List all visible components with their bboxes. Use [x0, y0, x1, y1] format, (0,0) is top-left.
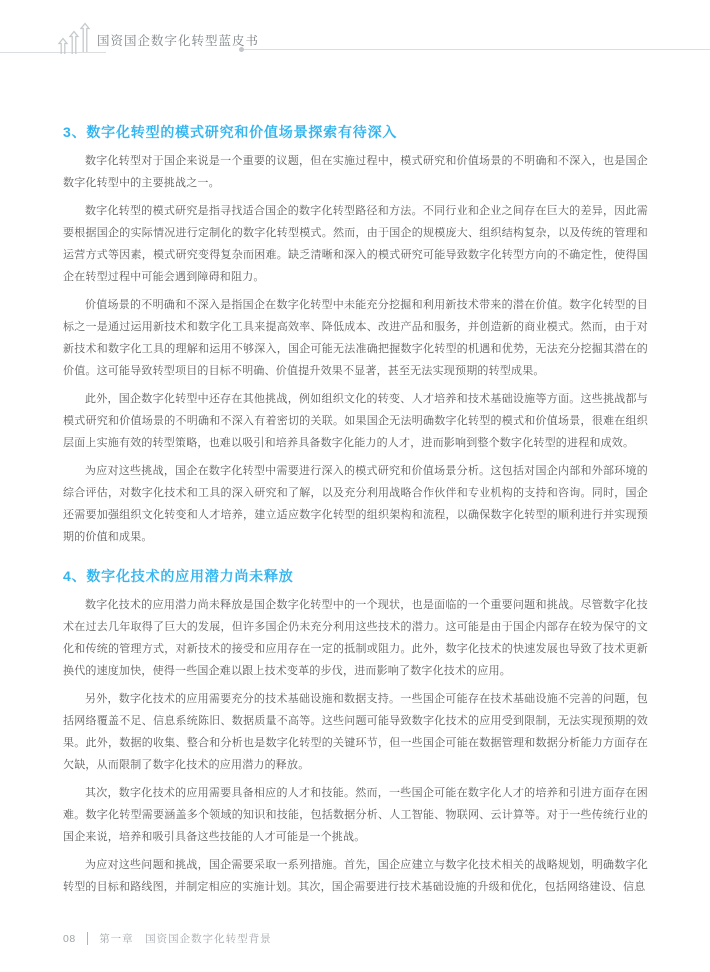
- paragraph: 数字化技术的应用潜力尚未释放是国企数字化转型中的一个现状，也是面临的一个重要问题和挑战。尽管数字化技术在过去几年取得了巨大的发展，但许多国企仍未充分利用这些技术的潜力。这可能是由于国企内部存在较为保守的文化和传统的管理方式，对新技术的接受和应用存在一定的抵制或阻力。此外，数字化技术的快速发展也导致了技术更新换代的速度加快，使得一些国企难以跟上技术变革的步伐，进而影响了数字化技术的应用。: [63, 599, 648, 677]
- page-number: 08: [63, 932, 76, 945]
- header-title: 国资国企数字化转型蓝皮书: [97, 34, 260, 48]
- paragraph: 数字化转型对于国企来说是一个重要的议题，但在实施过程中，模式研究和价值场景的不明确和不深入，也是国企数字化转型中的主要挑战之一。: [63, 155, 648, 189]
- paragraph: 此外，国企数字化转型中还存在其他挑战，例如组织文化的转变、人才培养和技术基础设施等方面。这些挑战都与模式研究和价值场景的不明确和不深入有着密切的关联。如果国企无法明确数字化转型的模式和价值场景，很难在组织层面上实施有效的转型策略，也难以吸引和培养具备数字化能力的人才，进而影响到整个数字化转型的进程和成效。: [63, 393, 648, 449]
- footer-chapter: 第一章 国资国企数字化转型背景: [99, 933, 272, 945]
- header-rule-right: [240, 49, 710, 50]
- paragraph: 价值场景的不明确和不深入是指国企在数字化转型中未能充分挖掘和利用新技术带来的潜在价值。数字化转型的目标之一是通过运用新技术和数字化工具来提高效率、降低成本、改进产品和服务，并创造新的商业模式。然而，由于对新技术和数字化工具的理解和运用不够深入，国企可能无法准确把握数字化转型的机遇和优势，无法充分挖掘其潜在的价值。这可能导致转型项目的目标不明确、价值提升效果不显著，甚至无法实现预期的转型成果。: [63, 299, 648, 377]
- section-3-heading: 3、数字化转型的模式研究和价值场景探索有待深入: [63, 124, 398, 140]
- section-4-heading: 4、数字化技术的应用潜力尚未释放: [63, 568, 294, 584]
- paragraph: 为应对这些挑战，国企在数字化转型中需要进行深入的模式研究和价值场景分析。这包括对国企内部和外部环境的综合评估，对数字化技术和工具的深入研究和了解，以及充分利用战略合作伙伴和专业机构的支持和咨询。同时，国企还需要加强组织文化转变和人才培养，建立适应数字化转型的组织架构和流程，以确保数字化转型的顺利进行并实现预期的价值和成果。: [63, 465, 648, 543]
- page-body: [63, 122, 648, 898]
- paragraph: 为应对这些问题和挑战，国企需要采取一系列措施。首先，国企应建立与数字化技术相关的战略规划，明确数字化转型的目标和路线图，并制定相应的实施计划。其次，国企需要进行技术基础设施的升级和优化，包括网络建设、信息: [63, 859, 648, 893]
- paragraph: 另外，数字化技术的应用需要充分的技术基础设施和数据支持。一些国企可能存在技术基础设施不完善的问题，包括网络覆盖不足、信息系统陈旧、数据质量不高等。这些问题可能导致数字化技术的应用受到限制，无法实现预期的效果。此外，数据的收集、整合和分析也是数字化转型的关键环节，但一些国企可能在数据管理和数据分析能力方面存在欠缺，从而限制了数字化技术的应用潜力的释放。: [63, 693, 648, 771]
- paragraph: 数字化转型的模式研究是指寻找适合国企的数字化转型路径和方法。不同行业和企业之间存在巨大的差异，因此需要根据国企的实际情况进行定制化的数字化转型模式。然而，由于国企的规模庞大、组织结构复杂，以及传统的管理和运营方式等因素，模式研究变得复杂而困难。缺乏清晰和深入的模式研究可能导致数字化转型方向的不确定性，使得国企在转型过程中可能会遇到障碍和阻力。: [63, 205, 648, 283]
- paragraph: 其次，数字化技术的应用需要具备相应的人才和技能。然而，一些国企可能在数字化人才的培养和引进方面存在困难。数字化转型需要涵盖多个领域的知识和技能，包括数据分析、人工智能、物联网、云计算等。对于一些传统行业的国企来说，培养和吸引具备这些技能的人才可能是一个挑战。: [63, 787, 648, 843]
- page-footer: [63, 931, 272, 946]
- footer-divider: [87, 932, 89, 945]
- section-model-research: [63, 122, 648, 548]
- section-tech-potential: [63, 566, 648, 898]
- growth-arrows-icon: [57, 21, 93, 55]
